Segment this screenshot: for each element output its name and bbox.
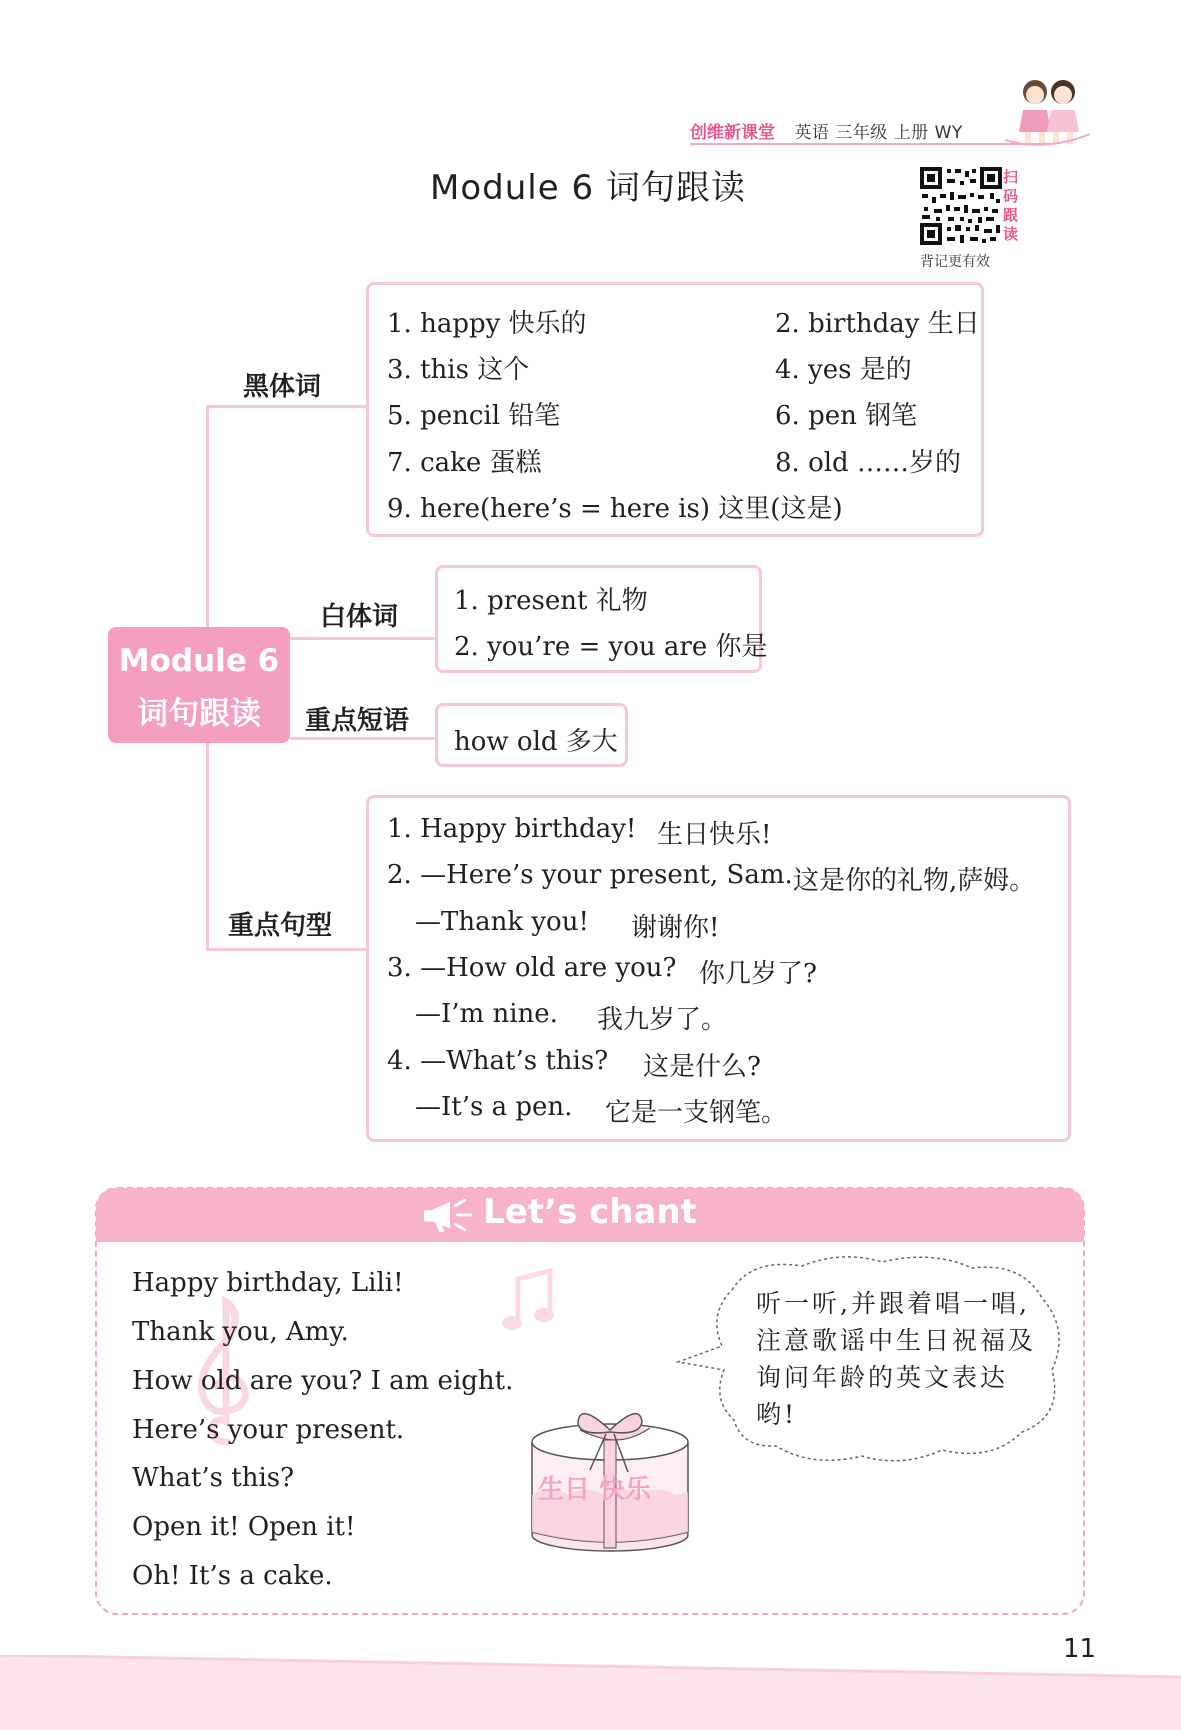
brand-name: 创维新课堂 — [690, 123, 775, 143]
chant-header-band — [96, 1188, 1084, 1242]
header-divider — [690, 143, 1050, 145]
chant-line: Happy birthday, Lili! — [132, 1268, 404, 1298]
central-node-line1: Module 6 — [118, 643, 280, 679]
bold-word-item: 2. birthday 生日 — [775, 309, 980, 339]
bold-words-box — [366, 282, 984, 537]
music-note-icon — [500, 1265, 560, 1335]
branch-line-bold-words — [206, 405, 366, 408]
label-bold-words: 黑体词 — [243, 372, 322, 402]
sentence-en: 2. —Here’s your present, Sam. — [387, 860, 793, 890]
sentence-en: 1. Happy birthday! — [387, 814, 637, 844]
key-phrase-item: how old 多大 — [454, 727, 618, 757]
chant-title: Let’s chant — [483, 1192, 697, 1232]
label-white-words: 白体词 — [320, 602, 399, 632]
speech-bubble-text: 听一听,并跟着唱一唱,注意歌谣中生日祝福及询问年龄的英文表达哟! — [756, 1289, 1037, 1429]
sentence-en: —I’m nine. — [415, 999, 558, 1029]
header-bar — [690, 118, 963, 143]
chant-line: Oh! It’s a cake. — [132, 1561, 333, 1591]
sentence-zh: 生日快乐! — [657, 820, 772, 850]
branch-line-key-phrases — [290, 737, 436, 740]
central-node-line2: 词句跟读 — [137, 696, 261, 732]
white-word-item: 2. you’re = you are 你是 — [454, 632, 768, 662]
bold-word-item: 1. happy 快乐的 — [387, 309, 587, 339]
sentence-zh: 这是什么? — [643, 1052, 761, 1082]
bold-word-item: 4. yes 是的 — [775, 355, 912, 385]
sentence-en: —Thank you! — [415, 907, 589, 937]
chant-line: Here’s your present. — [132, 1415, 405, 1445]
key-phrases-box — [435, 703, 628, 767]
sentence-en: —It’s a pen. — [415, 1092, 573, 1122]
sentence-zh: 它是一支钢笔。 — [605, 1098, 788, 1128]
bold-word-item: 3. this 这个 — [387, 355, 530, 385]
bold-word-item: 8. old ……岁的 — [775, 448, 961, 478]
sentence-zh: 我九岁了。 — [597, 1005, 728, 1035]
chant-line: Open it! Open it! — [132, 1512, 356, 1542]
bottom-decoration — [0, 1655, 1181, 1730]
bold-word-item: 6. pen 钢笔 — [775, 401, 918, 431]
chant-line: What’s this? — [132, 1463, 295, 1493]
sentence-zh: 这是你的礼物,萨姆。 — [793, 866, 1036, 896]
sentence-zh: 谢谢你! — [631, 913, 720, 943]
key-sentences-box — [366, 795, 1071, 1142]
label-key-sentences: 重点句型 — [228, 911, 333, 941]
qr-side-text: 扫码跟读 — [1003, 168, 1019, 243]
book-info: 英语 三年级 上册 WY — [794, 123, 963, 143]
label-key-phrases: 重点短语 — [305, 706, 410, 736]
qr-code-icon[interactable] — [920, 167, 1002, 245]
branch-line-white-words — [290, 637, 436, 640]
bold-word-item: 7. cake 蛋糕 — [387, 448, 542, 478]
page-title: Module 6 词句跟读 — [430, 168, 746, 208]
central-node — [108, 627, 290, 743]
kids-illustration-icon — [1005, 70, 1090, 150]
chant-line: How old are you? I am eight. — [132, 1366, 514, 1396]
chant-line: Thank you, Amy. — [132, 1317, 349, 1347]
tree-top-corner — [206, 405, 226, 408]
white-words-box — [435, 565, 768, 673]
sentence-en: 4. —What’s this? — [387, 1046, 609, 1076]
branch-line-key-sentences — [206, 948, 366, 951]
qr-caption: 背记更有效 — [920, 254, 990, 270]
sentence-zh: 你几岁了? — [699, 959, 817, 989]
cake-text: 生日 快乐 — [538, 1475, 652, 1505]
page-number: 11 — [1063, 1634, 1097, 1664]
bold-word-item: 5. pencil 铅笔 — [387, 401, 561, 431]
bold-word-item: 9. here(here’s = here is) 这里(这是) — [387, 494, 843, 524]
sentence-en: 3. —How old are you? — [387, 953, 677, 983]
white-word-item: 1. present 礼物 — [454, 586, 648, 616]
